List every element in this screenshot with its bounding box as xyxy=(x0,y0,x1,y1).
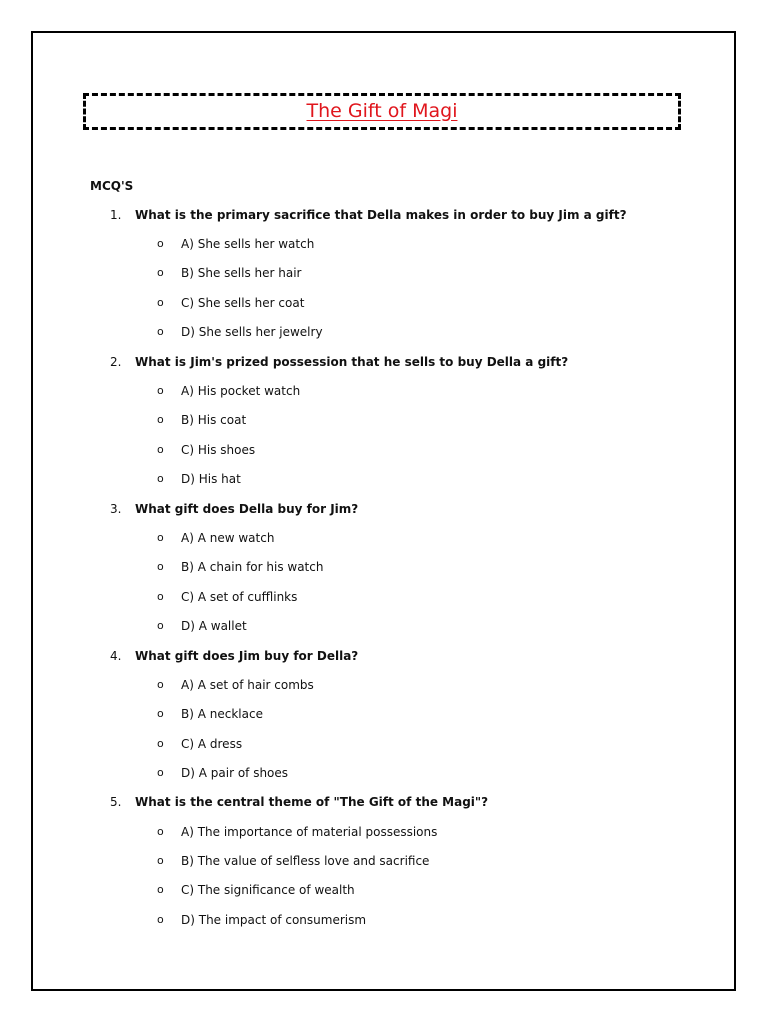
option-3d xyxy=(157,618,677,634)
option-text: C) She sells her coat xyxy=(181,296,305,310)
bullet-icon: o xyxy=(157,325,164,338)
option-text: D) His hat xyxy=(181,472,241,486)
question-text: What is the central theme of "The Gift of the Magi"? xyxy=(135,795,489,809)
question-text: What gift does Della buy for Jim? xyxy=(135,502,359,516)
bullet-icon: o xyxy=(157,707,164,720)
option-4c xyxy=(157,736,677,752)
option-text: C) A dress xyxy=(181,737,243,751)
option-3c xyxy=(157,589,677,605)
bullet-icon: o xyxy=(157,384,164,397)
bullet-icon: o xyxy=(157,413,164,426)
option-2c xyxy=(157,442,677,458)
option-4b xyxy=(157,706,677,722)
question-number: 1. xyxy=(110,208,122,222)
bullet-icon: o xyxy=(157,560,164,573)
option-text: B) His coat xyxy=(181,413,247,427)
option-5b xyxy=(157,853,677,869)
option-text: A) His pocket watch xyxy=(181,384,301,398)
option-1a xyxy=(157,236,677,252)
option-text: D) The impact of consumerism xyxy=(181,913,367,927)
bullet-icon: o xyxy=(157,237,164,250)
question-5 xyxy=(110,794,710,810)
question-1 xyxy=(110,207,710,223)
option-5c xyxy=(157,882,677,898)
option-text: B) A necklace xyxy=(181,707,263,721)
option-2a xyxy=(157,383,677,399)
option-3a xyxy=(157,530,677,546)
question-4 xyxy=(110,648,710,664)
option-5a xyxy=(157,824,677,840)
bullet-icon: o xyxy=(157,854,164,867)
option-1c xyxy=(157,295,677,311)
option-text: A) She sells her watch xyxy=(181,237,315,251)
option-text: C) A set of cufflinks xyxy=(181,590,298,604)
option-text: A) The importance of material possessions xyxy=(181,825,438,839)
bullet-icon: o xyxy=(157,266,164,279)
option-text: B) She sells her hair xyxy=(181,266,302,280)
option-3b xyxy=(157,559,677,575)
bullet-icon: o xyxy=(157,472,164,485)
question-number: 3. xyxy=(110,502,122,516)
section-heading: MCQ'S xyxy=(90,179,134,193)
bullet-icon: o xyxy=(157,825,164,838)
title-box xyxy=(83,93,681,130)
bullet-icon: o xyxy=(157,883,164,896)
bullet-icon: o xyxy=(157,678,164,691)
option-text: D) She sells her jewelry xyxy=(181,325,323,339)
option-1d xyxy=(157,324,677,340)
bullet-icon: o xyxy=(157,766,164,779)
option-text: B) The value of selfless love and sacrifice xyxy=(181,854,430,868)
option-4a xyxy=(157,677,677,693)
question-number: 2. xyxy=(110,355,122,369)
question-number: 5. xyxy=(110,795,122,809)
option-2b xyxy=(157,412,677,428)
option-text: C) The significance of wealth xyxy=(181,883,355,897)
bullet-icon: o xyxy=(157,737,164,750)
option-text: D) A pair of shoes xyxy=(181,766,289,780)
option-text: A) A set of hair combs xyxy=(181,678,314,692)
question-text: What is the primary sacrifice that Della makes in order to buy Jim a gift? xyxy=(135,208,627,222)
question-2 xyxy=(110,354,710,370)
question-text: What gift does Jim buy for Della? xyxy=(135,649,359,663)
option-text: D) A wallet xyxy=(181,619,247,633)
option-2d xyxy=(157,471,677,487)
bullet-icon: o xyxy=(157,913,164,926)
document-title: The Gift of Magi xyxy=(306,99,458,122)
option-text: B) A chain for his watch xyxy=(181,560,324,574)
bullet-icon: o xyxy=(157,531,164,544)
bullet-icon: o xyxy=(157,443,164,456)
bullet-icon: o xyxy=(157,296,164,309)
question-number: 4. xyxy=(110,649,122,663)
question-text: What is Jim's prized possession that he sells to buy Della a gift? xyxy=(135,355,569,369)
question-3 xyxy=(110,501,710,517)
bullet-icon: o xyxy=(157,590,164,603)
option-text: A) A new watch xyxy=(181,531,275,545)
bullet-icon: o xyxy=(157,619,164,632)
option-5d xyxy=(157,912,677,928)
option-4d xyxy=(157,765,677,781)
option-1b xyxy=(157,265,677,281)
option-text: C) His shoes xyxy=(181,443,256,457)
